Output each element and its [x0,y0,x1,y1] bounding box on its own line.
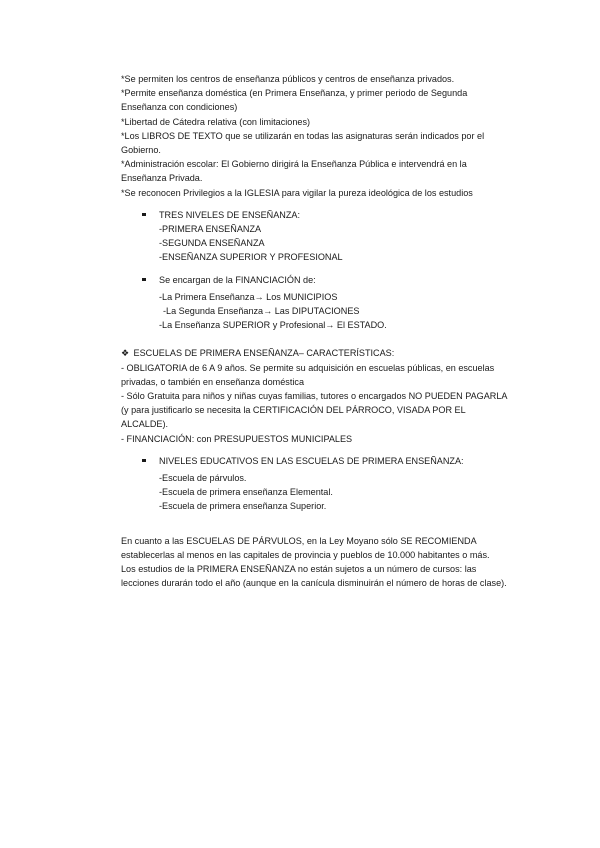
financiacion-item: -La Primera Enseñanza→ Los MUNICIPIOS [159,291,338,302]
niveles-bullet [121,208,513,222]
niveles-educativos-bullet [121,454,513,468]
escuelas-line: - OBLIGATORIA de 6 A 9 años. Se permite su adquisición en escuelas públicas, en escuelas privadas, o también en enseñanza doméstica [121,362,495,387]
escuelas-title: ESCUELAS DE PRIMERA ENSEÑANZA– CARACTERÍSTICAS: [133,348,395,359]
intro-line: *Permite enseñanza doméstica (en Primera Enseñanza, y primer periodo de Segunda Enseñanza con condiciones) [121,88,468,113]
niveles-educativos-item: -Escuela de primera enseñanza Elemental. [159,487,333,498]
intro-line: *Se reconocen Privilegios a la IGLESIA para vigilar la pureza ideológica de los estudios [121,187,473,198]
closing-paragraph: En cuanto a las ESCUELAS DE PÁRVULOS, en la Ley Moyano sólo SE RECOMIENDA establecerlas al menos en las capitales de provincia y pueblos de 10.000 habitantes o más. [121,535,490,560]
intro-line: *Los LIBROS DE TEXTO que se utilizarán en todas las asignaturas serán indicados por el Gobierno. [121,130,485,156]
niveles-educativos-item: -Escuela de párvulos. [159,473,247,484]
financiacion-title: Se encargan de la FINANCIACIÓN de: [159,274,316,285]
intro-line: *Se permiten los centros de enseñanza públicos y centros de enseñanza privados. [121,74,455,84]
niveles-educativos-list [121,471,513,514]
bullet-icon [142,278,146,282]
closing-paragraph: Los estudios de la PRIMERA ENSEÑANZA no están sujetos a un número de cursos: las lecciones durarán todo el año (aunque en la canícula disminuirán el número de horas de clase). [121,564,507,589]
bullet-icon [142,459,146,463]
niveles-item: -SEGUNDA ENSEÑANZA [159,238,265,249]
document-body [121,72,513,591]
escuelas-line: - Sólo Gratuita para niños y niñas cuyas familias, tutores o encargados NO PUEDEN PAGARLA (y para justificarlo se necesita la CERTIFICACIÓN DEL PÁRROCO, VISADA POR EL ALCALDE). [121,391,507,430]
niveles-list [121,222,513,265]
niveles-title: TRES NIVELES DE ENSEÑANZA: [159,209,300,220]
bullet-icon [142,213,146,217]
niveles-item: -PRIMERA ENSEÑANZA [159,224,262,235]
intro-line: *Libertad de Cátedra relativa (con limitaciones) [121,116,311,127]
intro-line: *Administración escolar: El Gobierno dirigirá la Enseñanza Pública e intervendrá en la Enseñanza Privada. [121,159,467,184]
financiacion-item: -La Segunda Enseñanza→ Las DIPUTACIONES [163,306,360,317]
niveles-educativos-item: -Escuela de primera enseñanza Superior. [159,501,327,512]
financiacion-item: -La Enseñanza SUPERIOR y Profesional→ El ESTADO. [159,320,387,331]
escuelas-heading [121,346,513,360]
niveles-educativos-title: NIVELES EDUCATIVOS EN LAS ESCUELAS DE PRIMERA ENSEÑANZA: [159,455,464,466]
escuelas-line: - FINANCIACIÓN: con PRESUPUESTOS MUNICIPALES [121,433,353,444]
financiacion-list [121,290,513,333]
diamond-bullet-icon: ❖ [121,348,130,359]
niveles-item: -ENSEÑANZA SUPERIOR Y PROFESIONAL [159,252,343,263]
financiacion-bullet [121,273,513,287]
